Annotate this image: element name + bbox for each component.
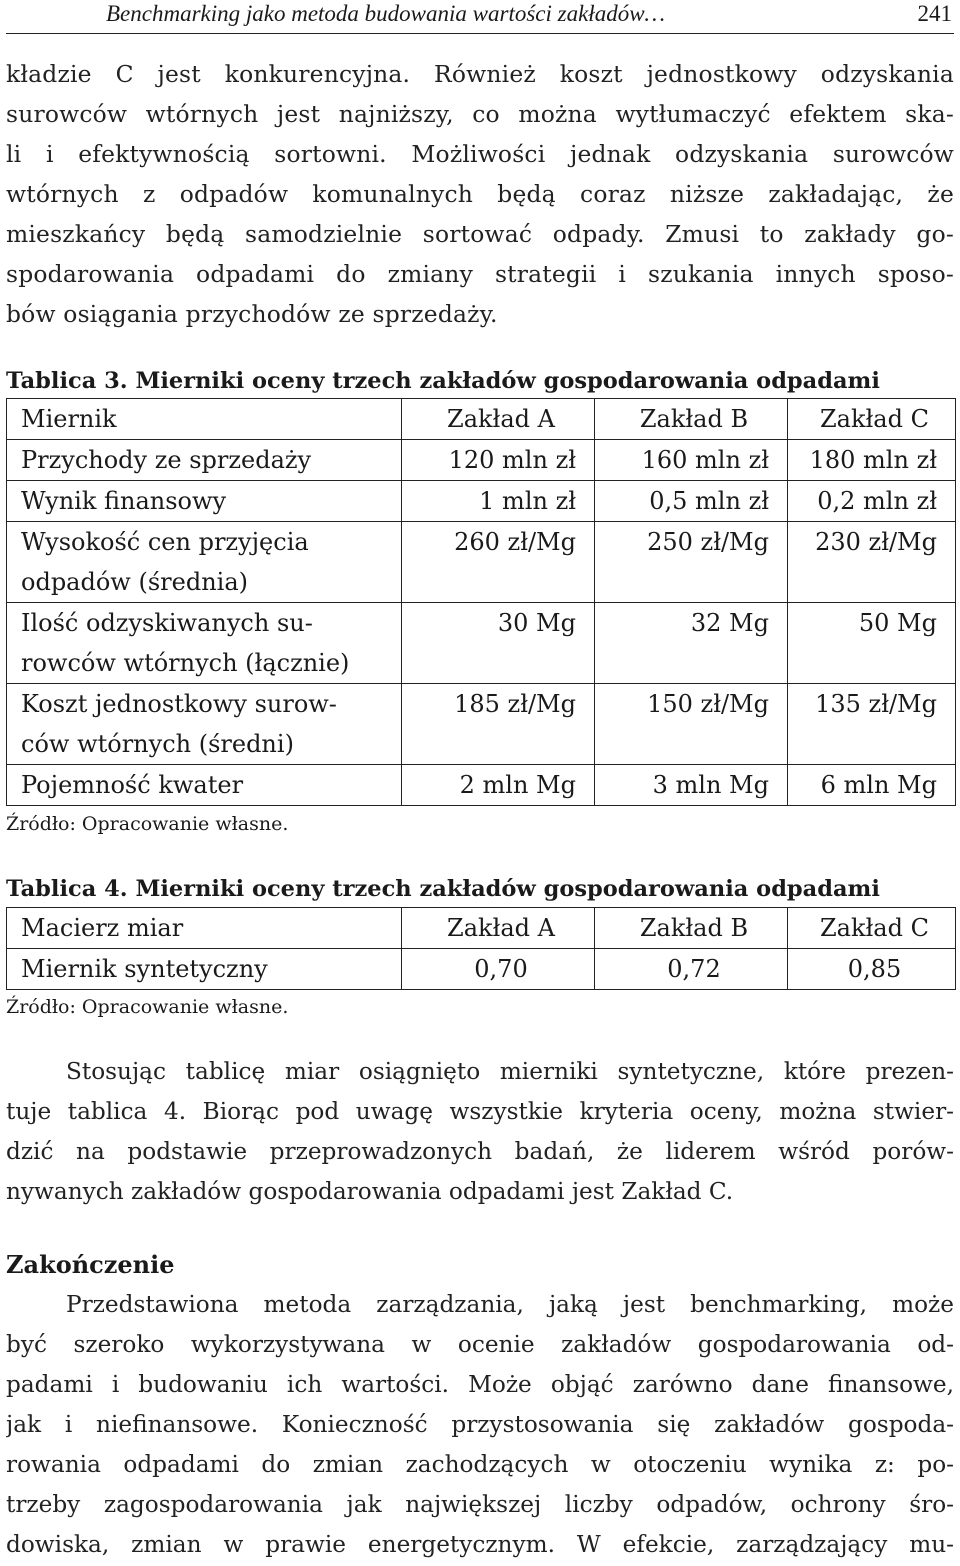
running-header [6,0,954,34]
table-row [7,603,956,684]
text-line: padami i budowaniu ich wartości. Może objąć zarówno dane finansowe, [6,1371,954,1398]
table-cell: 230 zł/Mg [788,522,956,603]
row-label-line: Ilość odzyskiwanych su- [21,609,313,637]
table-cell: 30 Mg [402,603,595,684]
row-label: Wynik finansowy [7,481,402,522]
text-line: dzić na podstawie przeprowadzonych badań, że liderem wśród porów- [6,1138,954,1165]
row-label-line: rowców wtórnych (łącznie) [21,649,350,677]
table-cell: 0,5 mln zł [595,481,788,522]
table-cell: 0,2 mln zł [788,481,956,522]
text-line: być szeroko wykorzystywana w ocenie zakładów gospodarowania od- [6,1331,954,1358]
table-cell: 0,85 [788,949,956,990]
text-line: surowców wtórnych jest najniższy, co można wytłumaczyć efektem ska- [6,100,954,128]
table-header-row [7,908,956,949]
table-cell: 6 mln Mg [788,765,956,806]
table-cell: 2 mln Mg [402,765,595,806]
table-cell: 160 mln zł [595,440,788,481]
table-cell: 185 zł/Mg [402,684,595,765]
text-line: Przedstawiona metoda zarządzania, jaką jest benchmarking, może [66,1291,954,1318]
row-label-line: Wysokość cen przyjęcia [21,528,309,556]
row-label-line: odpadów (średnia) [21,568,248,596]
text-line: li i efektywnością sortowni. Możliwości jednak odzyskania surowców [6,140,954,168]
table-4-source: Źródło: Opracowanie własne. [6,996,289,1018]
text-line: dowiska, zmian w prawie energetycznym. W efekcie, zarządzający mu- [6,1531,954,1558]
table-row [7,684,956,765]
table-row [7,765,956,806]
table-cell: 135 zł/Mg [788,684,956,765]
text-line: rowania odpadami do zmian zachodzących w otoczeniu wynika z: po- [6,1451,954,1478]
row-label [7,603,402,684]
table-4-caption-label: Tablica 4. [6,876,128,902]
table-cell: 0,70 [402,949,595,990]
table-3-caption-label: Tablica 3. [6,368,128,394]
text-line: trzeby zagospodarowania jak największej liczby odpadów, ochrony śro- [6,1491,954,1518]
table-3-caption-text: Mierniki oceny trzech zakładów gospodarowania odpadami [135,368,880,394]
table-3-caption [6,367,880,395]
table-header-cell: Zakład B [595,399,788,440]
table-4-caption [6,875,880,903]
table-header-cell: Zakład A [402,908,595,949]
section-heading: Zakończenie [6,1250,175,1279]
table-header-cell: Zakład C [788,399,956,440]
text-line: mieszkańcy będą samodzielnie sortować odpady. Zmusi to zakłady go- [6,220,954,248]
page-number: 241 [917,1,952,26]
table-row [7,440,956,481]
table-cell: 3 mln Mg [595,765,788,806]
table-header-cell: Macierz miar [7,908,402,949]
table-cell: 260 zł/Mg [402,522,595,603]
row-label: Przychody ze sprzedaży [7,440,402,481]
table-header-cell: Zakład B [595,908,788,949]
table-cell: 0,72 [595,949,788,990]
text-line: tuje tablica 4. Biorąc pod uwagę wszystkie kryteria oceny, można stwier- [6,1098,954,1125]
table-header-row [7,399,956,440]
table-row [7,481,956,522]
table-header-cell: Miernik [7,399,402,440]
table-header-cell: Zakład A [402,399,595,440]
table-row [7,522,956,603]
table-3-source: Źródło: Opracowanie własne. [6,813,289,835]
paragraph-summary [6,1052,954,1212]
table-cell: 50 Mg [788,603,956,684]
text-line: kładzie C jest konkurencyjna. Również koszt jednostkowy odzyskania [6,60,954,88]
table-3 [6,398,956,806]
paragraph-intro [6,54,954,334]
table-cell: 32 Mg [595,603,788,684]
row-label [7,522,402,603]
table-cell: 250 zł/Mg [595,522,788,603]
text-line: nywanych zakładów gospodarowania odpadami jest Zakład C. [6,1178,734,1205]
text-line: Stosując tablicę miar osiągnięto mierniki syntetyczne, które prezen- [66,1058,954,1085]
table-4 [6,907,956,990]
table-header-cell: Zakład C [788,908,956,949]
table-cell: 150 zł/Mg [595,684,788,765]
row-label: Miernik syntetyczny [7,949,402,990]
text-line: wtórnych z odpadów komunalnych będą coraz niższe zakładając, że [6,180,954,208]
row-label-line: ców wtórnych (średni) [21,730,294,758]
table-cell: 180 mln zł [788,440,956,481]
text-line: spodarowania odpadami do zmiany strategii i szukania innych sposo- [6,260,954,288]
text-line: jak i niefinansowe. Konieczność przystosowania się zakładów gospoda- [6,1411,954,1438]
running-title: Benchmarking jako metoda budowania wartości zakładów… [106,1,665,26]
row-label-line: Koszt jednostkowy surow- [21,690,337,718]
table-4-caption-text: Mierniki oceny trzech zakładów gospodarowania odpadami [135,876,880,902]
row-label: Pojemność kwater [7,765,402,806]
table-cell: 120 mln zł [402,440,595,481]
text-line: bów osiągania przychodów ze sprzedaży. [6,300,498,328]
table-row [7,949,956,990]
paragraph-conclusion [6,1285,954,1565]
table-cell: 1 mln zł [402,481,595,522]
row-label [7,684,402,765]
